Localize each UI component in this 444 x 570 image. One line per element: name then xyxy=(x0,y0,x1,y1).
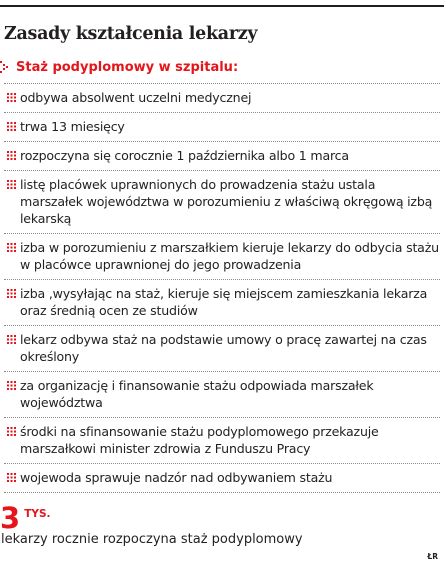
author-credit: ŁR xyxy=(427,552,438,561)
list-item-text: środki na sfinansowanie stażu podyplomowego przekazuje marszałkowi minister zdrowia z Funduszu Pracy xyxy=(20,424,379,456)
bullet-icon xyxy=(7,289,16,298)
bullet-icon xyxy=(7,180,16,189)
list-item-text: listę placówek uprawnionych do prowadzenia stażu ustala marszałek województwa w porozumieniu z właściwą okręgową izbą lekarską xyxy=(20,177,433,226)
list-item-text: rozpoczyna się corocznie 1 października albo 1 marca xyxy=(20,148,349,163)
subtitle-text: Staż podyplomowy w szpitalu: xyxy=(16,59,239,75)
list-item xyxy=(4,113,440,142)
list-item xyxy=(4,464,440,493)
list-item xyxy=(4,280,440,326)
list-item-text: izba w porozumieniu z marszałkiem kieruje lekarzy do odbycia stażu w placówce uprawnionej do jego prowadzenia xyxy=(20,240,439,272)
arrow-icon xyxy=(0,61,11,73)
list-item xyxy=(4,234,440,280)
list-item xyxy=(4,326,440,372)
list-item-text: lekarz odbywa staż na podstawie umowy o pracę zawartej na czas określony xyxy=(20,332,427,364)
list-item xyxy=(4,142,440,171)
list-item xyxy=(4,418,440,464)
bullet-icon xyxy=(7,151,16,160)
subtitle xyxy=(0,58,238,76)
bullet-icon xyxy=(7,427,16,436)
bullet-icon xyxy=(7,473,16,482)
bullet-icon xyxy=(7,93,16,102)
top-rule xyxy=(0,5,444,7)
list-item-text: wojewoda sprawuje nadzór nad odbywaniem stażu xyxy=(20,470,333,485)
list-item-text: izba ,wysyłając na staż, kieruje się miejscem zamieszkania lekarza oraz średnią ocen ze studiów xyxy=(20,286,428,318)
stat-unit: TYS. xyxy=(24,508,51,520)
stat-figure xyxy=(0,501,51,535)
list-item xyxy=(4,84,440,113)
list-item-text: trwa 13 miesięcy xyxy=(20,119,125,134)
bullet-icon xyxy=(7,243,16,252)
bullet-icon xyxy=(7,122,16,131)
list-item xyxy=(4,372,440,418)
list-item-text: za organizację i finansowanie stażu odpowiada marszałek województwa xyxy=(20,378,374,410)
rules-list xyxy=(4,83,440,493)
infographic-title: Zasady kształcenia lekarzy xyxy=(4,24,258,44)
bullet-icon xyxy=(7,335,16,344)
bullet-icon xyxy=(7,381,16,390)
list-item-text: odbywa absolwent uczelni medycznej xyxy=(20,90,252,105)
stat-description: lekarzy rocznie rozpoczyna staż podyplomowy xyxy=(1,532,303,547)
list-item xyxy=(4,171,440,234)
stat-number: 3 xyxy=(0,501,20,535)
